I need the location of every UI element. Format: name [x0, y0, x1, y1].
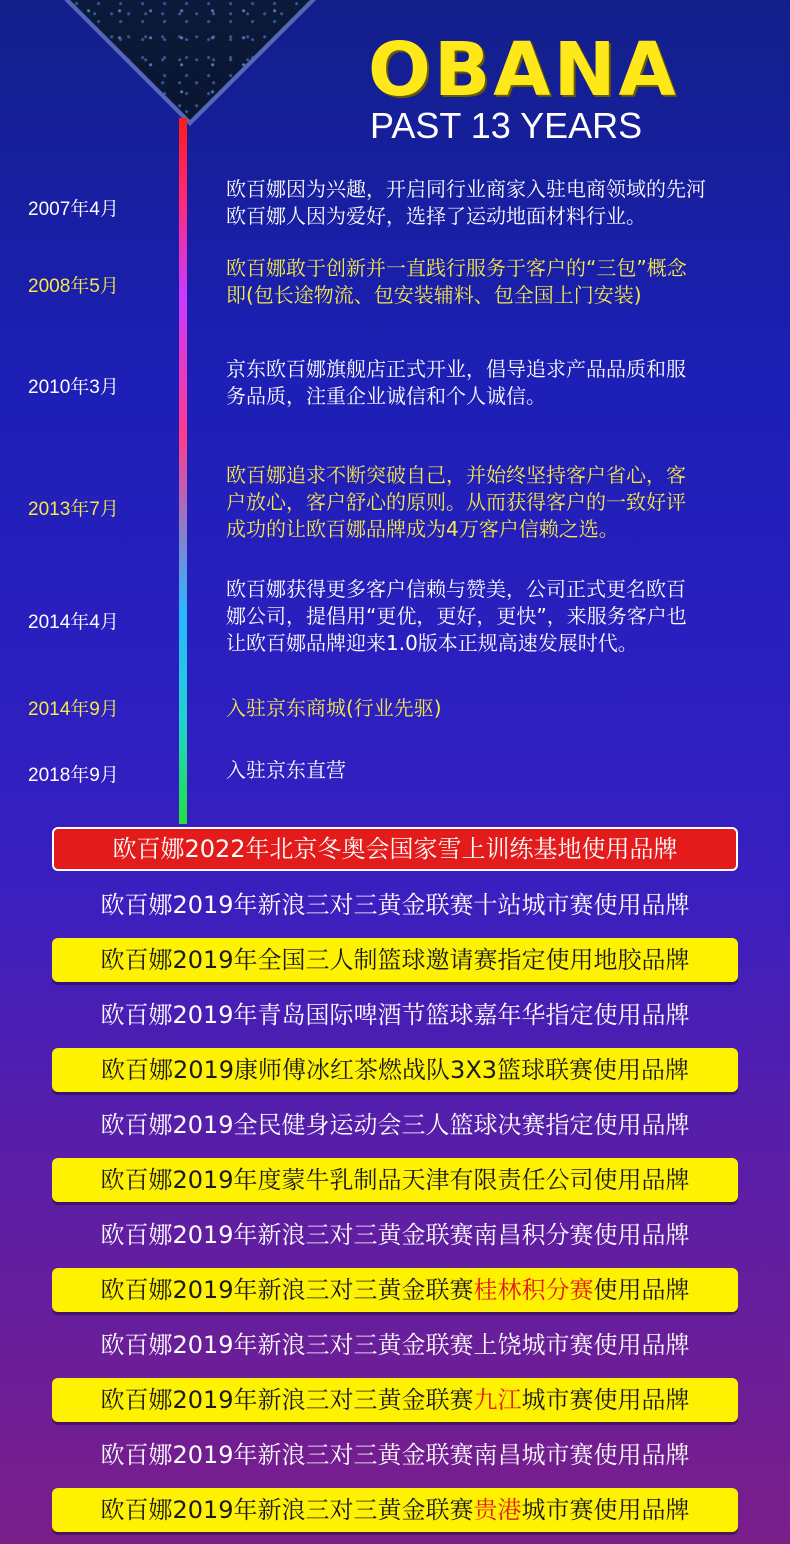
brand-row: 欧百娜2019康师傅冰红茶燃战队3X3篮球联赛使用品牌: [52, 1048, 738, 1092]
brand-row: 欧百娜2019年新浪三对三黄金联赛桂林积分赛使用品牌: [52, 1268, 738, 1312]
subtitle: PAST 13 YEARS: [370, 105, 643, 146]
brand-row: 欧百娜2019年新浪三对三黄金联赛上饶城市赛使用品牌: [100, 1331, 690, 1359]
brand-row: 欧百娜2019年新浪三对三黄金联赛南昌城市赛使用品牌: [100, 1441, 690, 1469]
milestone-text: 入驻京东直营: [226, 758, 346, 782]
brand-row: 欧百娜2019年全国三人制篮球邀请赛指定使用地胶品牌: [52, 938, 738, 982]
brand-row: 欧百娜2019年新浪三对三黄金联赛十站城市赛使用品牌: [100, 891, 690, 919]
highlight-text: 贵港: [473, 1496, 522, 1524]
milestone-date: 2018年9月: [28, 765, 119, 786]
milestone-date: 2014年4月: [28, 612, 119, 633]
brand-row: 欧百娜2019全民健身运动会三人篮球决赛指定使用品牌: [100, 1111, 690, 1139]
obana-logo: OBANA: [368, 27, 679, 113]
brand-row-winter-olympics: 欧百娜2022年北京冬奥会国家雪上训练基地使用品牌: [52, 827, 738, 871]
brand-row: 欧百娜2019年度蒙牛乳制品天津有限责任公司使用品牌: [52, 1158, 738, 1202]
milestone-text: 入驻京东商城(行业先驱): [226, 696, 442, 720]
highlight-text: 九江: [473, 1386, 522, 1414]
milestone-text: 欧百娜获得更多客户信赖与赞美，公司正式更名欧百 娜公司，提倡用“更优，更好，更快”，来服务客户也 让欧百娜品牌迎来1.0版本正规高速发展时代。: [226, 577, 687, 655]
milestone-date: 2010年3月: [28, 377, 119, 398]
brand-row: 欧百娜2019年新浪三对三黄金联赛贵港城市赛使用品牌: [52, 1488, 738, 1532]
brand-row: 欧百娜2019年新浪三对三黄金联赛九江城市赛使用品牌: [52, 1378, 738, 1422]
milestone-date: 2007年4月: [28, 199, 119, 220]
milestone-text: 欧百娜敢于创新并一直践行服务于客户的“三包”概念 即(包长途物流、包安装辅料、包全国上门安装): [226, 256, 687, 307]
highlight-text: 桂林积分赛: [473, 1276, 594, 1304]
milestone-text: 京东欧百娜旗舰店正式开业，倡导追求产品品质和服 务品质，注重企业诚信和个人诚信。: [226, 357, 686, 408]
milestone-date: 2013年7月: [28, 499, 119, 520]
brand-row: 欧百娜2019年青岛国际啤酒节篮球嘉年华指定使用品牌: [100, 1001, 690, 1029]
milestone-date: 2014年9月: [28, 699, 119, 720]
brand-row: 欧百娜2019年新浪三对三黄金联赛南昌积分赛使用品牌: [100, 1221, 690, 1249]
starfield-triangle: [70, 0, 310, 120]
timeline-line: [179, 118, 187, 824]
milestone-text: 欧百娜追求不断突破自己，并始终坚持客户省心，客 户放心，客户舒心的原则。从而获得客户的一致好评 成功的让欧百娜品牌成为4万客户信赖之选。: [226, 463, 686, 541]
milestone-text: 欧百娜因为兴趣，开启同行业商家入驻电商领域的先河 欧百娜人因为爱好，选择了运动地面材料行业。: [226, 177, 706, 228]
milestone-date: 2008年5月: [28, 276, 119, 297]
